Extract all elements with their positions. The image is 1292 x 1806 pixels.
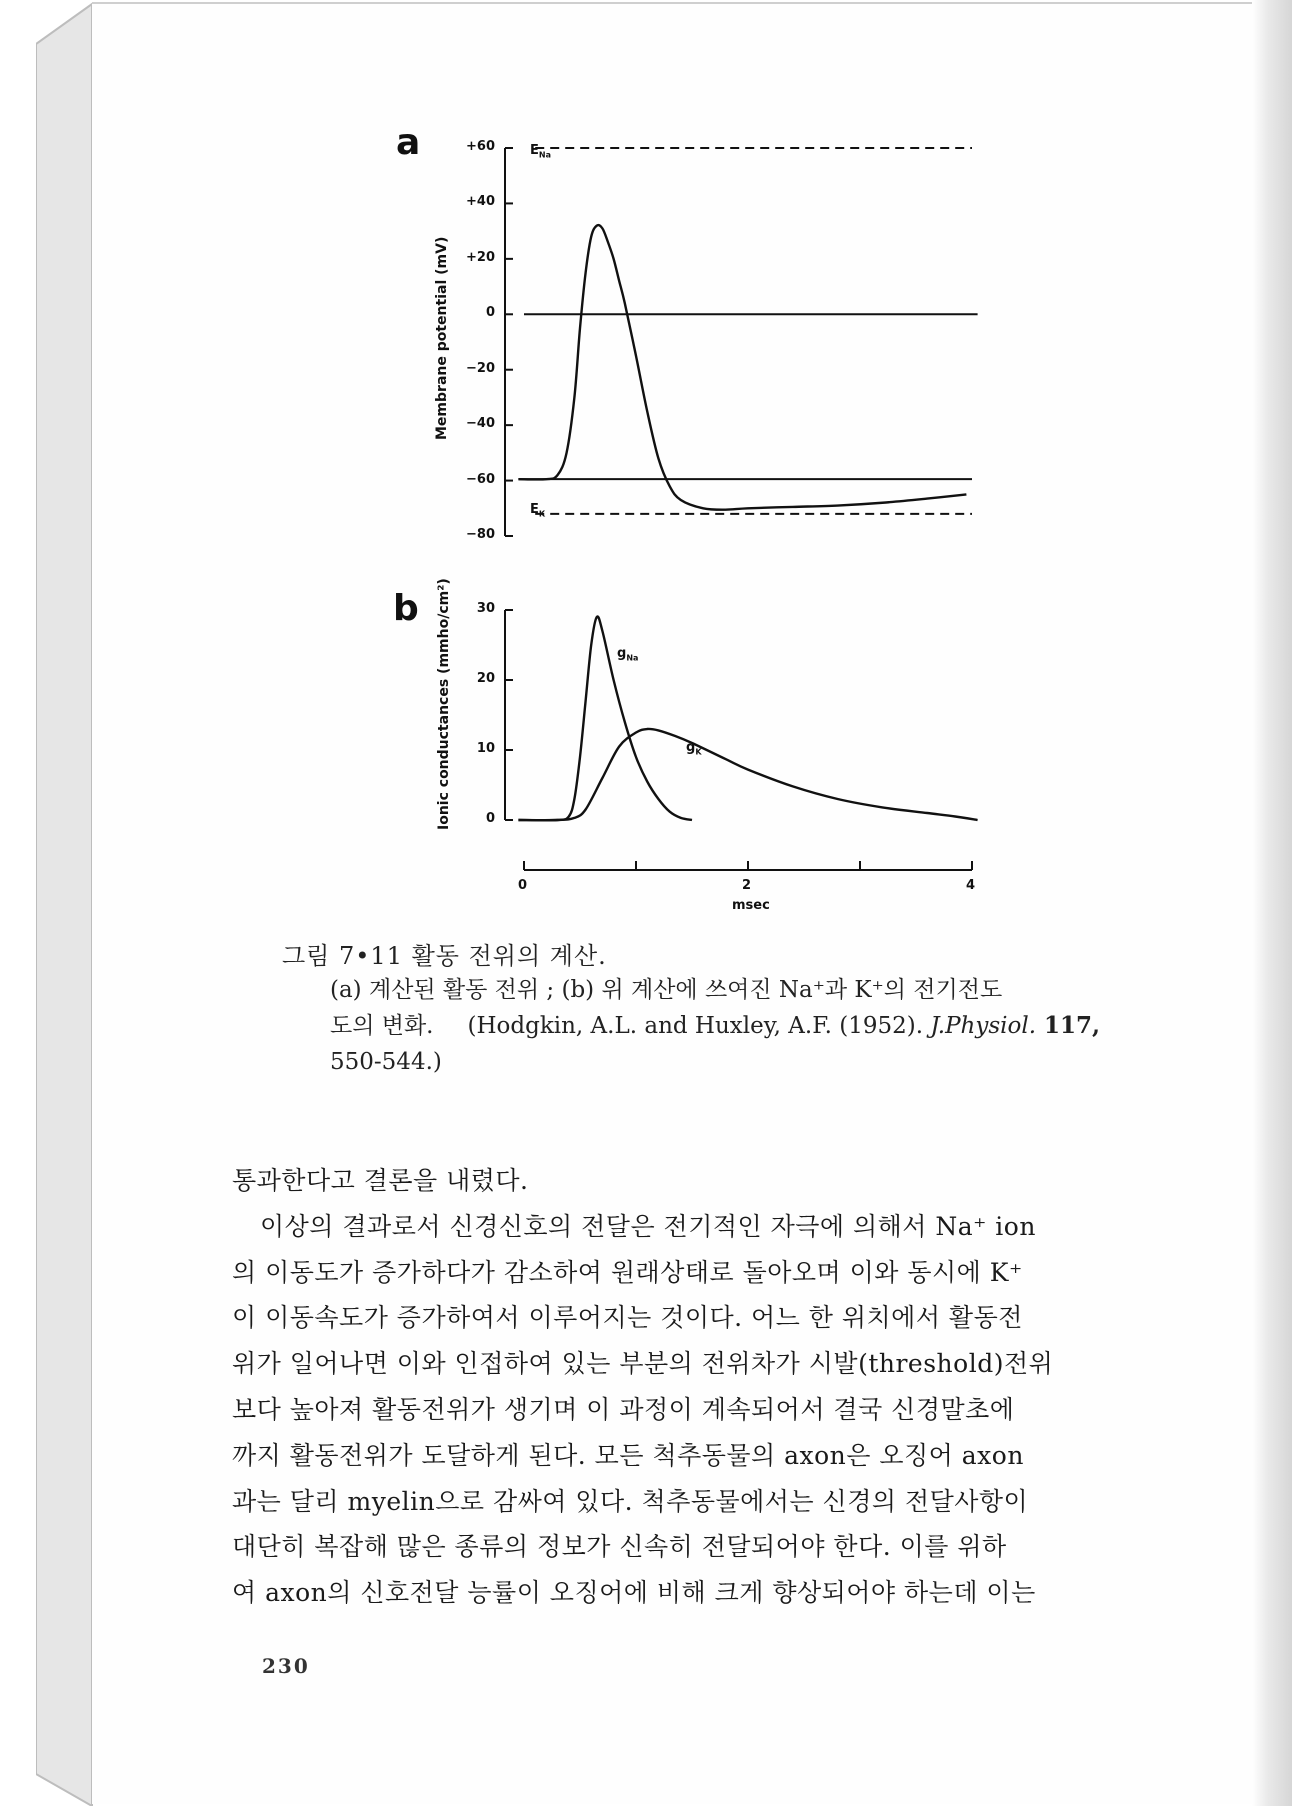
panel-a-membrane-potential-chart xyxy=(505,148,978,536)
panel-a-y-tick-label: −60 xyxy=(466,471,495,487)
page-number: 230 xyxy=(262,1654,310,1678)
figure-caption-body xyxy=(330,972,1130,1080)
body-text xyxy=(232,1158,1152,1616)
g-na-label: $g_{Na}$ xyxy=(617,646,639,663)
body-line: 이상의 결과로서 신경신호의 전달은 전기적인 자극에 의해서 Na⁺ ion xyxy=(260,1211,1036,1241)
g-k-curve xyxy=(518,729,977,820)
panel-a-y-tick-label: 0 xyxy=(485,305,495,321)
body-line: 과는 달리 myelin으로 감싸여 있다. 척추동물에서는 신경의 전달사항이 xyxy=(232,1486,1029,1516)
caption-volume: 117, xyxy=(1036,1012,1101,1039)
panel-a-y-tick-label: +40 xyxy=(466,194,495,210)
panel-a-y-tick-label: −80 xyxy=(466,527,495,542)
body-line: 까지 활동전위가 도달하게 된다. 모든 척추동물의 axon은 오징어 axon xyxy=(232,1440,1024,1470)
caption-text: 도의 변화. xyxy=(330,1013,434,1039)
x-tick-label: 2 xyxy=(742,878,752,893)
panel-b-y-axis-label: Ionic conductances (mmho/cm²) xyxy=(436,578,452,830)
panel-b-y-tick-label: 30 xyxy=(476,601,495,616)
caption-line xyxy=(330,1008,1130,1044)
body-line: 의 이동도가 증가하다가 감소하여 원래상태로 돌아오며 이와 동시에 K⁺ xyxy=(232,1257,1023,1287)
panel-b-ionic-conductance-chart xyxy=(505,610,978,870)
g-k-label: $g_K$ xyxy=(686,740,702,757)
caption-line: (a) 계산된 활동 전위 ; (b) 위 계산에 쓰여진 Na⁺과 K⁺의 전기전도 xyxy=(330,977,1003,1003)
body-line: 통과한다고 결론을 내렸다. xyxy=(232,1166,529,1195)
caption-citation: (Hodgkin, A.L. and Huxley, A.F. (1952). xyxy=(467,1013,931,1039)
body-line: 위가 일어나면 이와 인접하여 있는 부분의 전위차가 시발(threshold)전위 xyxy=(232,1349,1054,1379)
body-line: 대단히 복잡해 많은 종류의 정보가 신속히 전달되어야 한다. 이를 위하 xyxy=(232,1532,1007,1562)
e-na-label: $E_{Na}$ xyxy=(530,143,551,160)
g-na-curve xyxy=(518,616,692,820)
membrane-potential-curve xyxy=(518,225,966,510)
panel-a-label: a xyxy=(396,122,421,163)
x-axis-label: msec xyxy=(732,898,770,913)
panel-a-y-tick-label: +60 xyxy=(466,139,495,154)
body-line: 이 이동속도가 증가하여서 이루어지는 것이다. 어느 한 위치에서 활동전 xyxy=(232,1303,1023,1333)
panel-a-y-tick-label: −20 xyxy=(466,360,495,376)
body-line: 보다 높아져 활동전위가 생기며 이 과정이 계속되어서 결국 신경말초에 xyxy=(232,1394,1015,1424)
panel-b-y-tick-label: 0 xyxy=(485,811,495,826)
x-tick-label: 0 xyxy=(518,878,528,893)
panel-a-y-axis-label: Membrane potential (mV) xyxy=(434,236,450,440)
panel-a-y-tick-label: +20 xyxy=(466,249,495,265)
panel-a-y-tick-label: −40 xyxy=(466,416,495,432)
x-tick-label: 4 xyxy=(966,878,976,893)
panel-b-label: b xyxy=(393,588,419,629)
e-k-label: $E_K$ xyxy=(530,502,546,519)
caption-journal: J.Physiol. xyxy=(930,1013,1037,1039)
caption-line: 550-544.) xyxy=(330,1049,442,1075)
body-line: 여 axon의 신호전달 능률이 오징어에 비해 크게 향상되어야 하는데 이는 xyxy=(232,1578,1036,1608)
figure-caption-title: 그림 7•11 활동 전위의 계산. xyxy=(282,942,607,970)
panel-b-y-tick-label: 20 xyxy=(476,671,495,686)
panel-b-y-tick-label: 10 xyxy=(476,741,495,756)
